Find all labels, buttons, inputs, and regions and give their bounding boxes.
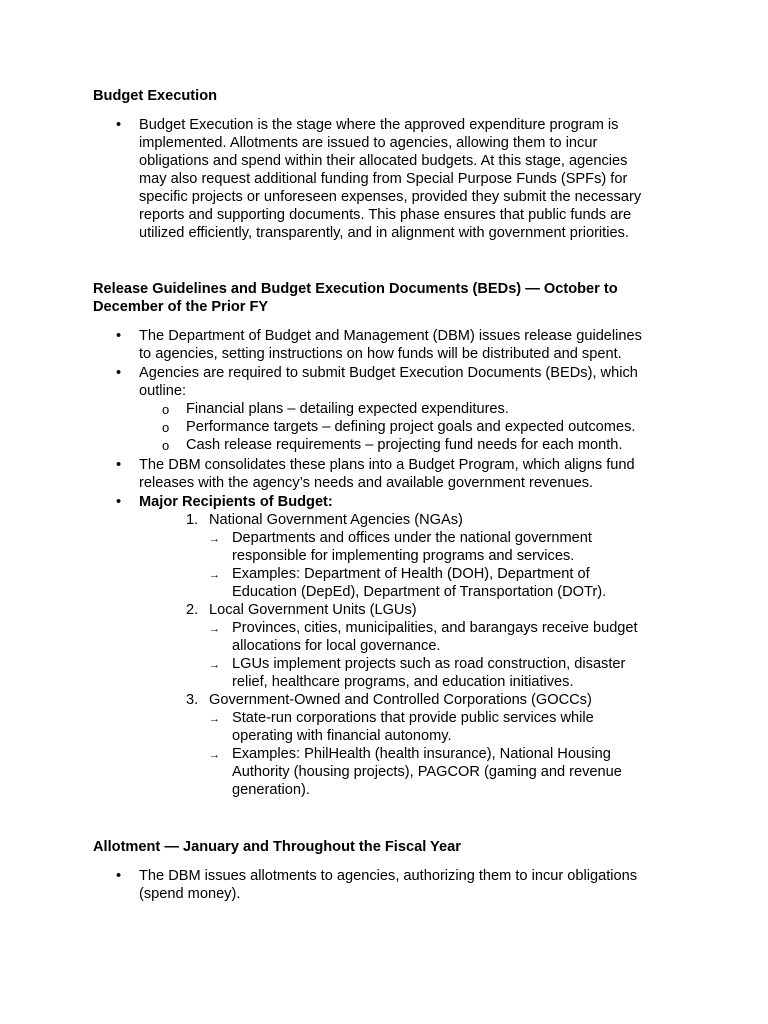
arrow-icon: → — [209, 659, 220, 671]
bullet-marker: • — [116, 365, 122, 381]
arrow-item-line: Education (DepEd), Department of Transportation (DOTr). — [232, 584, 607, 600]
arrow-item-line: LGUs implement projects such as road construction, disaster — [232, 656, 626, 672]
list-item-line: outline: — [139, 383, 187, 399]
numbered-marker: 1. — [186, 512, 199, 528]
section-heading-release-guidelines: Release Guidelines and Budget Execution Documents (BEDs) — October to — [93, 281, 618, 297]
paragraph-line: Budget Execution is the stage where the approved expenditure program is — [139, 117, 619, 133]
bullet-marker: • — [116, 457, 122, 473]
arrow-item-line: State-run corporations that provide public services while — [232, 710, 594, 726]
arrow-item-line: operating with financial autonomy. — [232, 728, 452, 744]
numbered-item: National Government Agencies (NGAs) — [209, 512, 463, 528]
numbered-marker: 3. — [186, 692, 199, 708]
sub-bullet-marker: o — [162, 438, 170, 453]
list-item-line: The DBM consolidates these plans into a Budget Program, which aligns fund — [139, 457, 635, 473]
arrow-item-line: Provinces, cities, municipalities, and barangays receive budget — [232, 620, 638, 636]
arrow-item-line: Examples: PhilHealth (health insurance), National Housing — [232, 746, 611, 762]
arrow-item-line: generation). — [232, 782, 310, 798]
list-item-line: to agencies, setting instructions on how funds will be distributed and spent. — [139, 346, 622, 362]
numbered-item: Local Government Units (LGUs) — [209, 602, 417, 618]
sub-list-item: Cash release requirements – projecting fund needs for each month. — [186, 437, 623, 453]
paragraph-line: utilized efficiently, transparently, and in alignment with government priorities. — [139, 225, 629, 241]
paragraph-line: obligations and spend within their allocated budgets. At this stage, agencies — [139, 153, 628, 169]
list-item-line: Agencies are required to submit Budget Execution Documents (BEDs), which — [139, 365, 638, 381]
list-item-line: The Department of Budget and Management (DBM) issues release guidelines — [139, 328, 642, 344]
arrow-item-line: relief, healthcare programs, and education initiatives. — [232, 674, 574, 690]
bullet-marker: • — [116, 868, 122, 884]
bullet-marker: • — [116, 328, 122, 344]
paragraph-line: specific projects or unforeseen expenses, provided they submit the necessary — [139, 189, 642, 205]
sub-list-item: Performance targets – defining project goals and expected outcomes. — [186, 419, 636, 435]
sub-list-item: Financial plans – detailing expected expenditures. — [186, 401, 509, 417]
arrow-item-line: allocations for local governance. — [232, 638, 441, 654]
numbered-marker: 2. — [186, 602, 199, 618]
paragraph-line: may also request additional funding from Special Purpose Funds (SPFs) for — [139, 171, 628, 187]
arrow-icon: → — [209, 569, 220, 581]
list-item-line: The DBM issues allotments to agencies, authorizing them to incur obligations — [139, 868, 638, 884]
list-item-line: (spend money). — [139, 886, 241, 902]
section-heading-release-guidelines-cont: December of the Prior FY — [93, 299, 269, 315]
arrow-item-line: Authority (housing projects), PAGCOR (gaming and revenue — [232, 764, 622, 780]
sub-bullet-marker: o — [162, 402, 170, 417]
arrow-item-line: responsible for implementing programs and services. — [232, 548, 575, 564]
section-heading-budget-execution: Budget Execution — [93, 88, 218, 104]
numbered-item: Government-Owned and Controlled Corporations (GOCCs) — [209, 692, 592, 708]
arrow-item-line: Examples: Department of Health (DOH), Department of — [232, 566, 590, 582]
arrow-icon: → — [209, 623, 220, 635]
list-item-line: releases with the agency’s needs and available government revenues. — [139, 475, 594, 491]
paragraph-line: reports and supporting documents. This phase ensures that public funds are — [139, 207, 632, 223]
list-item-bold: Major Recipients of Budget: — [139, 494, 333, 510]
section-heading-allotment: Allotment — January and Throughout the Fiscal Year — [93, 839, 461, 855]
arrow-icon: → — [209, 749, 220, 761]
arrow-icon: → — [209, 533, 220, 545]
bullet-marker: • — [116, 117, 122, 133]
bullet-marker: • — [116, 494, 122, 510]
arrow-item-line: Departments and offices under the national government — [232, 530, 592, 546]
sub-bullet-marker: o — [162, 420, 170, 435]
arrow-icon: → — [209, 713, 220, 725]
paragraph-line: implemented. Allotments are issued to agencies, allowing them to incur — [139, 135, 598, 151]
